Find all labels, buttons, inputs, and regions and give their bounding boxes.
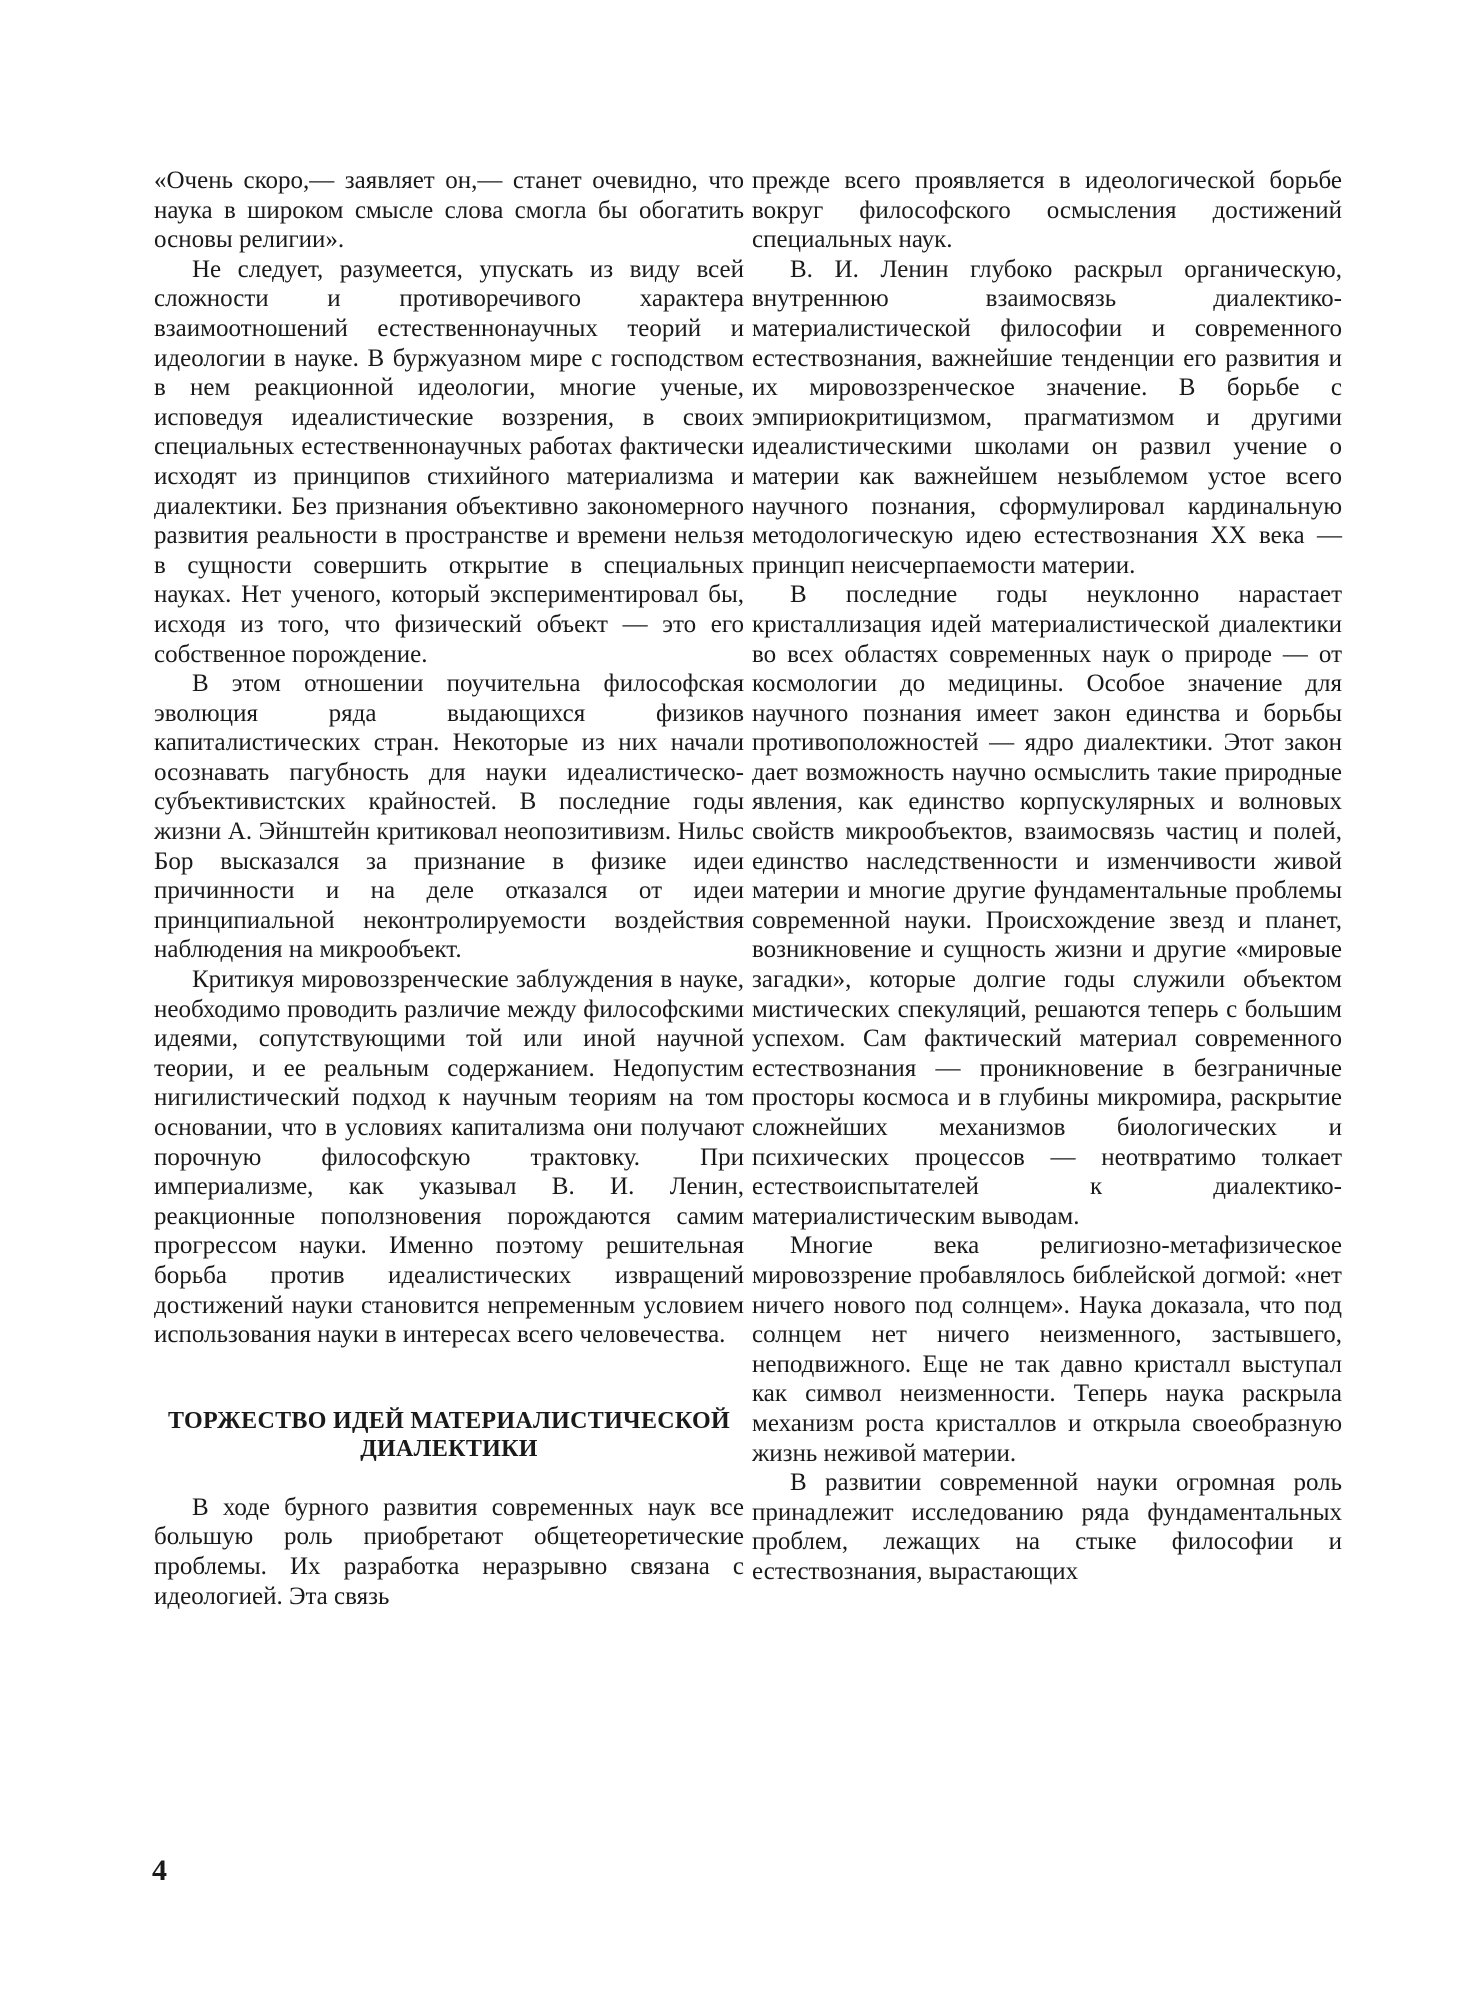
paragraph: «Очень скоро,— заявляет он,— станет очевидно, что наука в широком смысле слова смогла бы обогатить основы религии». <box>154 167 744 254</box>
section-heading <box>154 1407 744 1463</box>
paragraph: В развитии современной науки огромная роль принадлежит исследованию ряда фундаментальных проблем, лежащих на стыке философии и естествознания, вырастающих <box>752 1469 1342 1585</box>
paragraph: В последние годы неуклонно нарастает кристаллизация идей материалистической диалектики во всех областях современных наук о природе — от космологии до медицины. Особое значение для научного познания имеет закон единства и борьбы противоположностей — ядро диалектики. Этот закон дает возможность научно осмыслить такие природные явления, как единство корпускулярных и волновых свойств микрообъектов, взаимосвязь частиц и полей, единство наследственности и изменчивости живой материи и многие другие фундаментальные проблемы современной науки. Происхождение звезд и планет, возникновение и сущность жизни и другие «мировые загадки», которые долгие годы служили объектом мистических спекуляций, решаются теперь с большим успехом. Сам фактический материал современного естествознания — проникновение в безграничные просторы космоса и в глубины микромира, раскрытие сложнейших механизмов биологических и психических процессов — неотвратимо толкает естествоиспытателей к диалектико-материалистическим выводам. <box>752 581 1342 1230</box>
paragraph: Многие века религиозно-метафизическое мировоззрение пробавлялось библейской догмой: «нет ничего нового под солнцем». Наука доказала, что под солнцем нет ничего неизменного, застывшего, неподвижного. Еще не так давно кристалл выступал как символ неизменности. Теперь наука раскрыла механизм роста кристаллов и открыла своеобразную жизнь неживой материи. <box>752 1232 1342 1467</box>
paragraph: Не следует, разумеется, упускать из виду всей сложности и противоречивого характера взаимоотношений естественнонаучных теорий и идеологии в науке. В буржуазном мире с господством в нем реакционной идеологии, многие ученые, исповедуя идеалистические воззрения, в своих специальных естественнонаучных работах фактически исходят из принципов стихийного материализма и диалектики. Без признания объективно закономерного развития реальности в пространстве и времени нельзя в сущности совершить открытие в специальных науках. Нет ученого, который экспериментировал бы, исходя из того, что физический объект — это его собственное порождение. <box>154 255 744 668</box>
section-heading-line: ТОРЖЕСТВО ИДЕЙ МАТЕРИАЛИСТИЧЕСКОЙ <box>168 1407 730 1434</box>
page-number: 4 <box>152 1854 167 1887</box>
paragraph: В. И. Ленин глубоко раскрыл органическую, внутреннюю взаимосвязь диалектико-материалистической философии и современного естествознания, важнейшие тенденции его развития и их мировоззренческое значение. В борьбе с эмпириокритицизмом, прагматизмом и другими идеалистическими школами он развил учение о материи как важнейшем незыблемом устое всего научного познания, сформулировал кардинальную методологическую идею естествознания XX века — принцип неисчерпаемости материи. <box>752 255 1342 579</box>
section-heading-line: ДИАЛЕКТИКИ <box>360 1435 538 1462</box>
right-column <box>752 166 1342 1587</box>
paragraph: В ходе бурного развития современных наук все большую роль приобретают общетеоретические проблемы. Их разработка неразрывно связана с идеологией. Эта связь <box>154 1493 744 1610</box>
paragraph: прежде всего проявляется в идеологической борьбе вокруг философского осмысления достижений специальных наук. <box>752 167 1342 254</box>
left-column <box>154 166 744 1611</box>
paragraph: В этом отношении поучительна философская эволюция ряда выдающихся физиков капиталистических стран. Некоторые из них начали осознавать пагубность для науки идеалистическо-субъективистских крайностей. В последние годы жизни А. Эйнштейн критиковал неопозитивизм. Нильс Бор высказался за признание в физике идеи причинности и на деле отказался от идеи принципиальной неконтролируемости воздействия наблюдения на микрообъект. <box>154 670 744 964</box>
paragraph: Критикуя мировоззренческие заблуждения в науке, необходимо проводить различие между философскими идеями, сопутствующими той или иной научной теории, и ее реальным содержанием. Недопустим нигилистический подход к научным теориям на том основании, что в условиях капитализма они получают порочную философскую трактовку. При империализме, как указывал В. И. Ленин, реакционные поползновения порождаются самим прогрессом науки. Именно поэтому решительная борьба против идеалистических извращений достижений науки становится непременным условием использования науки в интересах всего человечества. <box>154 966 744 1349</box>
